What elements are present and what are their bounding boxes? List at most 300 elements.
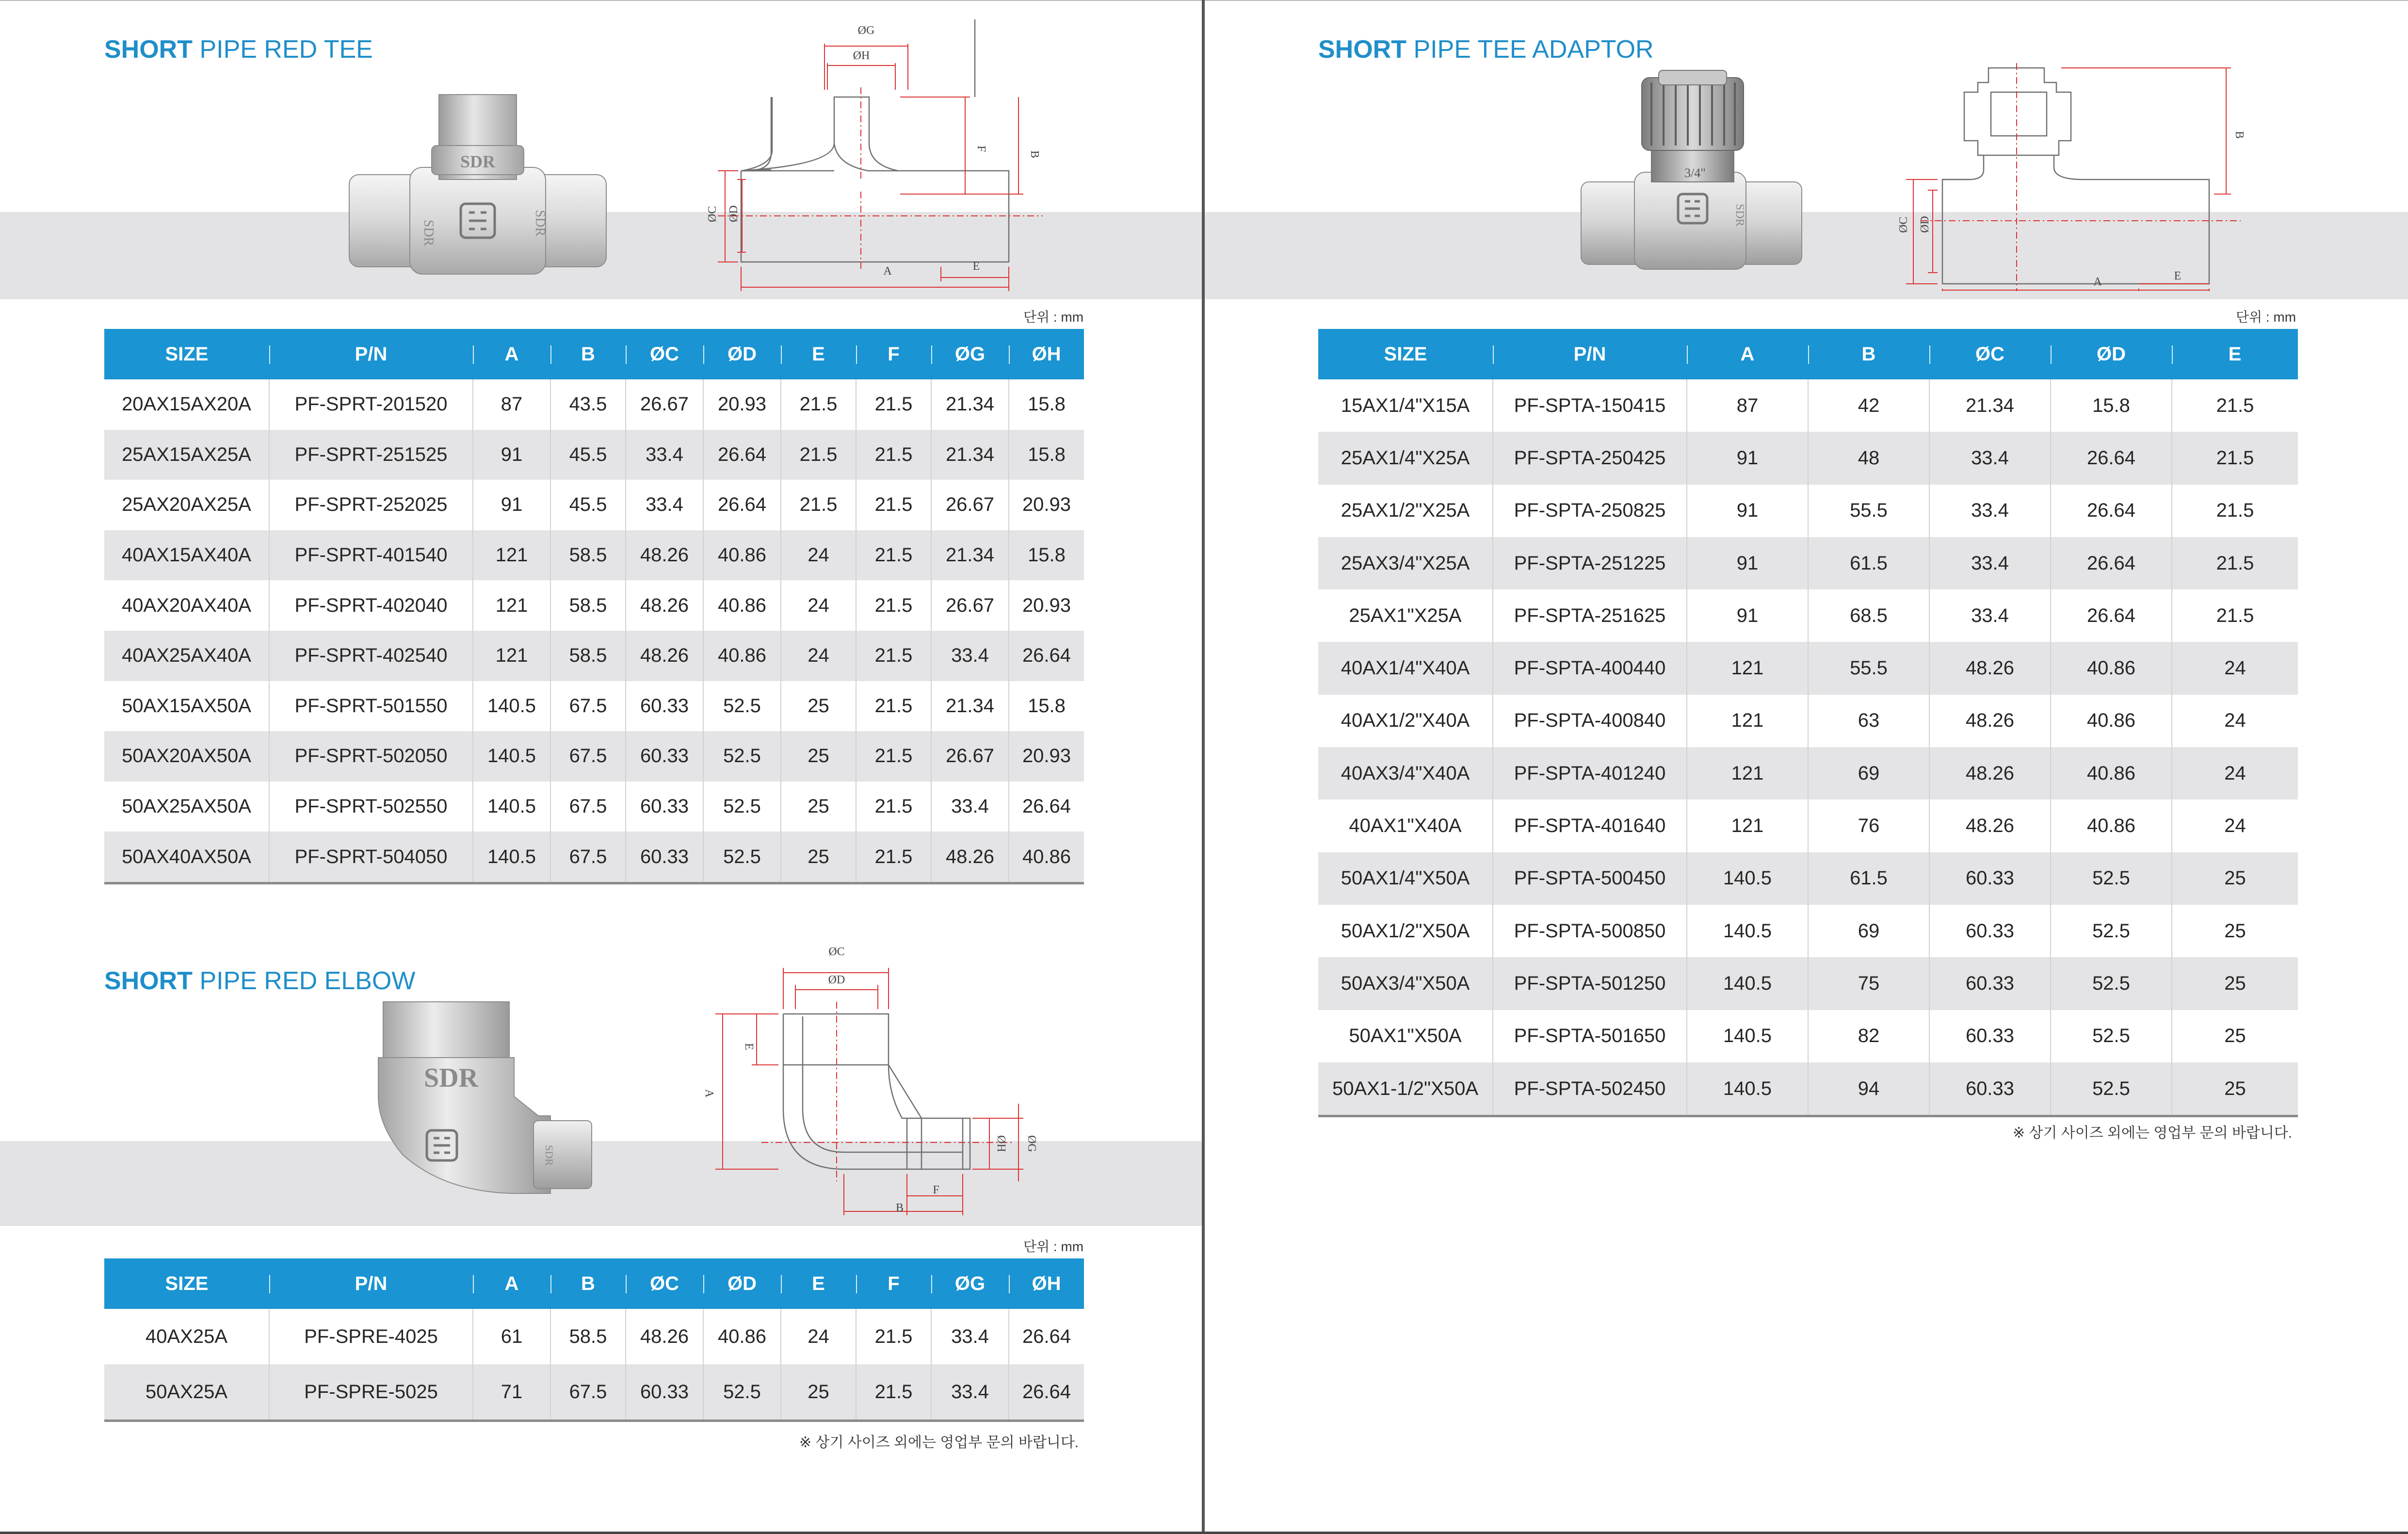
- title-bold: SHORT: [104, 967, 193, 995]
- cell-value: 48.26: [1929, 800, 2051, 852]
- cell-value: 60.33: [1929, 1062, 2051, 1116]
- cell-value: 33.4: [1929, 485, 2051, 537]
- cell-value: 75: [1808, 957, 1929, 1010]
- cell-value: 26.64: [2051, 537, 2172, 589]
- col-b: B: [550, 1258, 626, 1309]
- cell-value: 21.5: [856, 1309, 931, 1364]
- cell-value: 67.5: [550, 832, 626, 883]
- cell-value: 25: [781, 832, 856, 883]
- elbow-dim-label-g: ØG: [1025, 1135, 1038, 1152]
- cell-part-number: PF-SPRT-402540: [269, 631, 473, 681]
- col-size: SIZE: [104, 1258, 269, 1309]
- col-b: B: [1808, 329, 1929, 379]
- cell-value: 61: [473, 1309, 550, 1364]
- tee-adaptor-product-image: [1579, 68, 1807, 272]
- cell-size: 50AX3/4"X50A: [1318, 957, 1493, 1010]
- cell-size: 50AX40AX50A: [104, 832, 269, 883]
- cell-value: 25: [781, 782, 856, 832]
- cell-size: 50AX25AX50A: [122, 796, 251, 817]
- col-g: ØG: [931, 329, 1009, 379]
- cell-value: 15.8: [1009, 430, 1084, 480]
- cell-value: 140.5: [1687, 1062, 1808, 1116]
- cell-value: 15.8: [1009, 379, 1084, 430]
- dim-label-b: B: [1028, 150, 1041, 159]
- table-row: [104, 530, 1084, 581]
- cell-value: 60.33: [626, 1364, 703, 1421]
- mark-right: SDR: [533, 210, 548, 237]
- cell-value: 33.4: [1929, 537, 2051, 589]
- title-rest: PIPE RED TEE: [193, 35, 373, 64]
- table-row: [104, 379, 1084, 430]
- mark-left: SDR: [421, 219, 436, 246]
- elbow-dim-label-e: E: [743, 1043, 755, 1050]
- cell-value: 33.4: [1929, 432, 2051, 484]
- cell-size: 50AX1"X50A: [1349, 1025, 1462, 1047]
- elbow-mark-top: SDR: [423, 1063, 479, 1093]
- cell-value: 82: [1808, 1010, 1929, 1062]
- cell-value: 68.5: [1808, 589, 1929, 642]
- cell-size: 50AX25A: [104, 1364, 269, 1421]
- col-a: A: [473, 329, 550, 379]
- cell-value: 26.64: [703, 430, 781, 480]
- col-f: F: [856, 329, 931, 379]
- cell-size: 25AX1"X25A: [1349, 604, 1462, 626]
- col-d: ØD: [703, 1258, 781, 1309]
- red-tee-product-image: [342, 87, 614, 281]
- cell-value: 58.5: [550, 530, 626, 581]
- cell-value: 26.67: [931, 580, 1009, 631]
- unit-label-red-elbow: 단위 : mm: [1023, 1239, 1084, 1254]
- cell-value: 20.93: [703, 379, 781, 430]
- cell-size: 25AX1/2"X25A: [1341, 500, 1470, 522]
- cell-value: 24: [2172, 695, 2298, 747]
- cell-value: 52.5: [703, 681, 781, 732]
- cell-value: 21.5: [2172, 432, 2298, 484]
- cell-value: 61.5: [1808, 537, 1929, 589]
- cell-part-number: PF-SPRT-251525: [269, 430, 473, 480]
- cell-value: 69: [1808, 747, 1929, 800]
- cell-value: 25: [2172, 1010, 2298, 1062]
- cell-value: 87: [1687, 379, 1808, 432]
- cell-value: 21.5: [856, 782, 931, 832]
- elbow-dim-label-h: ØH: [995, 1135, 1007, 1152]
- table-row: [104, 430, 1084, 480]
- dim-label-a: A: [883, 265, 892, 277]
- cell-part-number: PF-SPTA-401240: [1493, 747, 1687, 800]
- cell-value: 33.4: [931, 1309, 1009, 1364]
- title-bold: SHORT: [104, 35, 193, 64]
- cell-value: 40.86: [703, 1309, 781, 1364]
- cell-size: 40AX20AX40A: [122, 594, 251, 616]
- col-b: B: [550, 329, 626, 379]
- cell-value: 48.26: [1929, 695, 2051, 747]
- cell-value: 48.26: [626, 580, 703, 631]
- cell-value: 21.5: [856, 379, 931, 430]
- cell-size: 40AX3/4"X40A: [1318, 747, 1493, 800]
- cell-value: 48.26: [626, 1309, 703, 1364]
- cell-value: 91: [1687, 537, 1808, 589]
- cell-size: 25AX15AX25A: [104, 430, 269, 480]
- cell-part-number: PF-SPTA-500850: [1493, 905, 1687, 957]
- cell-part-number: PF-SPRT-402040: [269, 580, 473, 631]
- cell-value: 42: [1808, 379, 1929, 432]
- red-tee-spec-table: [104, 329, 1084, 884]
- dim-label-c: ØC: [706, 206, 719, 222]
- col-a: A: [473, 1258, 550, 1309]
- cell-value: 60.33: [1929, 905, 2051, 957]
- cell-part-number: PF-SPTA-501650: [1493, 1010, 1687, 1062]
- section-title-tee-adaptor: [1318, 35, 1654, 64]
- cell-value: 21.5: [856, 832, 931, 883]
- elbow-dim-label-b: B: [895, 1202, 904, 1214]
- cell-part-number: PF-SPTA-250825: [1493, 485, 1687, 537]
- table-row: [1318, 379, 2298, 432]
- cell-size: 20AX15AX20A: [122, 393, 251, 415]
- cell-value: 26.64: [1009, 782, 1084, 832]
- cell-value: 15.8: [2051, 379, 2172, 432]
- cell-value: 140.5: [473, 681, 550, 732]
- table-row: [104, 832, 1084, 883]
- cell-value: 121: [1687, 642, 1808, 694]
- cell-value: 67.5: [550, 1364, 626, 1421]
- cell-part-number: PF-SPTA-502450: [1493, 1062, 1687, 1116]
- col-pn: P/N: [1493, 329, 1687, 379]
- cell-value: 67.5: [550, 681, 626, 732]
- cell-value: 33.4: [931, 782, 1009, 832]
- table-row: [1318, 747, 2298, 800]
- cell-value: 40.86: [703, 580, 781, 631]
- cell-value: 21.5: [2172, 537, 2298, 589]
- cell-value: 21.34: [1929, 379, 2051, 432]
- cell-part-number: PF-SPRT-504050: [269, 832, 473, 883]
- cell-value: 24: [781, 631, 856, 681]
- cell-size: 40AX15AX40A: [104, 530, 269, 581]
- cell-value: 140.5: [1687, 905, 1808, 957]
- table-row: [104, 782, 1084, 832]
- cell-value: 25: [2172, 957, 2298, 1010]
- cell-value: 94: [1808, 1062, 1929, 1116]
- elbow-mark-side: SDR: [543, 1145, 555, 1166]
- cell-value: 140.5: [473, 832, 550, 883]
- cell-value: 67.5: [550, 731, 626, 782]
- section-title-red-tee: [104, 35, 373, 64]
- red-elbow-dimension-drawing: [698, 944, 1048, 1220]
- cell-value: 61.5: [1808, 852, 1929, 905]
- cell-part-number: PF-SPTA-251225: [1493, 537, 1687, 589]
- unit-label-tee-adaptor: 단위 : mm: [2236, 310, 2296, 325]
- cell-value: 33.4: [1929, 589, 2051, 642]
- cell-value: 21.5: [781, 480, 856, 530]
- cell-part-number: PF-SPTA-401640: [1493, 800, 1687, 852]
- cell-part-number: PF-SPTA-251625: [1493, 589, 1687, 642]
- col-c: ØC: [1929, 329, 2051, 379]
- cell-value: 52.5: [703, 832, 781, 883]
- cell-part-number: PF-SPTA-400840: [1493, 695, 1687, 747]
- cell-part-number: PF-SPTA-250425: [1493, 432, 1687, 484]
- cell-value: 40.86: [2051, 695, 2172, 747]
- cell-value: 55.5: [1808, 642, 1929, 694]
- adaptor-mark-thread: 3/4": [1684, 166, 1706, 180]
- inquiry-note-adaptor: ※ 상기 사이즈 외에는 영업부 문의 바랍니다.: [2013, 1125, 2293, 1141]
- cell-value: 26.64: [1009, 631, 1084, 681]
- cell-size: 40AX1/2"X40A: [1341, 710, 1470, 732]
- cell-value: 26.64: [2051, 589, 2172, 642]
- elbow-dim-label-a: A: [703, 1089, 715, 1098]
- col-e: E: [781, 1258, 856, 1309]
- col-pn: P/N: [269, 1258, 473, 1309]
- cell-value: 60.33: [626, 731, 703, 782]
- col-e: E: [781, 329, 856, 379]
- cell-size: 25AX3/4"X25A: [1318, 537, 1493, 589]
- col-size: SIZE: [104, 329, 269, 379]
- cell-value: 40.86: [703, 530, 781, 581]
- cell-value: 52.5: [703, 782, 781, 832]
- cell-value: 91: [473, 430, 550, 480]
- cell-value: 21.5: [856, 430, 931, 480]
- section-title-red-elbow: [104, 966, 415, 995]
- dim-label-h: ØH: [853, 49, 870, 62]
- cell-part-number: PF-SPTA-500450: [1493, 852, 1687, 905]
- table-row: [1318, 852, 2298, 905]
- cell-value: 40.86: [703, 631, 781, 681]
- cell-value: 20.93: [1009, 480, 1084, 530]
- cell-value: 24: [2172, 642, 2298, 694]
- cell-value: 33.4: [626, 430, 703, 480]
- cell-value: 48: [1808, 432, 1929, 484]
- adaptor-mark-side: SDR: [1733, 204, 1746, 227]
- cell-value: 60.33: [1929, 1010, 2051, 1062]
- cell-value: 60.33: [626, 782, 703, 832]
- unit-label-red-tee: 단위 : mm: [1023, 310, 1084, 325]
- col-a: A: [1687, 329, 1808, 379]
- cell-value: 140.5: [473, 782, 550, 832]
- cell-value: 91: [1687, 432, 1808, 484]
- cell-value: 52.5: [2051, 852, 2172, 905]
- table-row: [104, 480, 1084, 530]
- cell-value: 15.8: [1009, 530, 1084, 581]
- cell-value: 33.4: [931, 1364, 1009, 1421]
- col-d: ØD: [703, 329, 781, 379]
- cell-value: 71: [473, 1364, 550, 1421]
- cell-value: 26.67: [931, 731, 1009, 782]
- red-elbow-product-image: [373, 999, 601, 1203]
- table-row: [1318, 537, 2298, 589]
- cell-size: 40AX1/4"X40A: [1318, 642, 1493, 694]
- page-bottom-border: [0, 1532, 2408, 1534]
- cell-value: 21.34: [931, 379, 1009, 430]
- cell-part-number: PF-SPRT-252025: [269, 480, 473, 530]
- cell-value: 33.4: [626, 480, 703, 530]
- cell-value: 67.5: [550, 782, 626, 832]
- cell-value: 21.5: [781, 379, 856, 430]
- cell-value: 121: [1687, 800, 1808, 852]
- table-row: [1318, 642, 2298, 694]
- cell-value: 40.86: [2051, 747, 2172, 800]
- cell-value: 45.5: [550, 480, 626, 530]
- cell-value: 52.5: [703, 1364, 781, 1421]
- cell-value: 52.5: [2051, 1062, 2172, 1116]
- cell-value: 91: [1687, 485, 1808, 537]
- adaptor-dim-label-e: E: [2174, 270, 2182, 282]
- table-row: [104, 1364, 1084, 1421]
- cell-size: 25AX20AX25A: [122, 494, 251, 516]
- table-row: [1318, 905, 2298, 957]
- col-h: ØH: [1009, 1258, 1084, 1309]
- cell-size: 50AX1/2"X50A: [1341, 920, 1470, 942]
- cell-value: 25: [2172, 852, 2298, 905]
- cell-value: 21.5: [856, 530, 931, 581]
- table-row: [1318, 1062, 2298, 1116]
- cell-value: 21.5: [2172, 589, 2298, 642]
- cell-value: 60.33: [1929, 852, 2051, 905]
- table-header: [1318, 329, 2298, 379]
- cell-value: 21.5: [856, 580, 931, 631]
- title-bold: SHORT: [1318, 35, 1406, 64]
- cell-value: 121: [473, 631, 550, 681]
- cell-value: 140.5: [1687, 852, 1808, 905]
- cell-value: 58.5: [550, 631, 626, 681]
- cell-value: 21.5: [781, 430, 856, 480]
- cell-size: 40AX1"X40A: [1349, 815, 1462, 837]
- cell-value: 48.26: [626, 631, 703, 681]
- col-size: SIZE: [1318, 329, 1493, 379]
- table-row: [104, 681, 1084, 732]
- cell-value: 21.5: [856, 480, 931, 530]
- elbow-dim-label-f: F: [933, 1184, 939, 1196]
- cell-value: 26.64: [2051, 432, 2172, 484]
- cell-value: 52.5: [2051, 957, 2172, 1010]
- adaptor-dim-label-a: A: [2093, 276, 2102, 288]
- table-row: [104, 580, 1084, 631]
- red-tee-dimension-drawing: [689, 19, 1072, 296]
- cell-value: 48.26: [931, 832, 1009, 883]
- cell-value: 21.5: [856, 1364, 931, 1421]
- table-header: [104, 1258, 1084, 1309]
- cell-value: 20.93: [1009, 580, 1084, 631]
- cell-value: 60.33: [1929, 957, 2051, 1010]
- cell-value: 40.86: [2051, 642, 2172, 694]
- cell-part-number: PF-SPTA-150415: [1493, 379, 1687, 432]
- cell-value: 21.5: [2172, 485, 2298, 537]
- cell-value: 63: [1808, 695, 1929, 747]
- table-row: [1318, 485, 2298, 537]
- cell-size: 50AX15AX50A: [122, 695, 251, 717]
- cell-value: 121: [473, 580, 550, 631]
- adaptor-dim-label-c: ØC: [1897, 216, 1910, 233]
- table-row: [1318, 957, 2298, 1010]
- title-rest: PIPE TEE ADAPTOR: [1406, 35, 1654, 64]
- cell-value: 76: [1808, 800, 1929, 852]
- col-pn: P/N: [269, 329, 473, 379]
- tee-adaptor-dimension-drawing: [1891, 63, 2275, 296]
- cell-size: 50AX1-1/2"X50A: [1318, 1062, 1493, 1116]
- elbow-dim-label-c: ØC: [828, 946, 845, 958]
- cell-part-number: PF-SPRT-201520: [269, 379, 473, 430]
- cell-size: 25AX1/4"X25A: [1318, 432, 1493, 484]
- dim-label-e: E: [972, 260, 980, 273]
- cell-value: 48.26: [1929, 642, 2051, 694]
- table-row: [104, 731, 1084, 782]
- col-c: ØC: [626, 329, 703, 379]
- cell-value: 45.5: [550, 430, 626, 480]
- cell-value: 87: [473, 379, 550, 430]
- cell-value: 15.8: [1009, 681, 1084, 732]
- cell-value: 121: [1687, 747, 1808, 800]
- cell-part-number: PF-SPTA-400440: [1493, 642, 1687, 694]
- cell-value: 26.67: [626, 379, 703, 430]
- cell-value: 140.5: [473, 731, 550, 782]
- cell-value: 58.5: [550, 580, 626, 631]
- cell-value: 91: [473, 480, 550, 530]
- cell-value: 140.5: [1687, 1010, 1808, 1062]
- title-rest: PIPE RED ELBOW: [193, 967, 416, 995]
- cell-value: 52.5: [2051, 905, 2172, 957]
- cell-size: 40AX25AX40A: [104, 631, 269, 681]
- inquiry-note-elbow: ※ 상기 사이즈 외에는 영업부 문의 바랍니다.: [799, 1435, 1079, 1451]
- table-row: [1318, 432, 2298, 484]
- cell-value: 60.33: [626, 681, 703, 732]
- cell-value: 69: [1808, 905, 1929, 957]
- cell-value: 25: [781, 1364, 856, 1421]
- col-d: ØD: [2051, 329, 2172, 379]
- cell-value: 25: [781, 681, 856, 732]
- cell-value: 24: [2172, 747, 2298, 800]
- cell-size: 50AX20AX50A: [104, 731, 269, 782]
- cell-part-number: PF-SPRE-4025: [269, 1309, 473, 1364]
- cell-value: 40.86: [2051, 800, 2172, 852]
- cell-value: 121: [473, 530, 550, 581]
- cell-value: 25: [2172, 1062, 2298, 1116]
- cell-value: 25: [781, 731, 856, 782]
- adaptor-dim-label-b: B: [2233, 131, 2246, 139]
- cell-value: 24: [2172, 800, 2298, 852]
- dim-label-f: F: [975, 146, 987, 152]
- mark-top: SDR: [460, 152, 496, 171]
- cell-value: 24: [781, 530, 856, 581]
- cell-value: 40.86: [1009, 832, 1084, 883]
- cell-value: 55.5: [1808, 485, 1929, 537]
- cell-value: 48.26: [626, 530, 703, 581]
- cell-value: 21.5: [2172, 379, 2298, 432]
- cell-value: 91: [1687, 589, 1808, 642]
- col-e: E: [2172, 329, 2298, 379]
- cell-value: 48.26: [1929, 747, 2051, 800]
- cell-part-number: PF-SPRT-502550: [269, 782, 473, 832]
- cell-value: 24: [781, 1309, 856, 1364]
- cell-value: 26.64: [2051, 485, 2172, 537]
- cell-value: 20.93: [1009, 731, 1084, 782]
- col-g: ØG: [931, 1258, 1009, 1309]
- table-row: [104, 631, 1084, 681]
- cell-value: 58.5: [550, 1309, 626, 1364]
- cell-value: 33.4: [931, 631, 1009, 681]
- cell-value: 60.33: [626, 832, 703, 883]
- cell-value: 21.34: [931, 530, 1009, 581]
- col-f: F: [856, 1258, 931, 1309]
- tee-adaptor-spec-table: [1318, 329, 2298, 1117]
- cell-size: 40AX25A: [145, 1325, 228, 1347]
- adaptor-dim-label-d: ØD: [1919, 216, 1931, 233]
- table-row: [1318, 695, 2298, 747]
- red-elbow-spec-table: [104, 1258, 1084, 1422]
- cell-value: 52.5: [2051, 1010, 2172, 1062]
- cell-value: 52.5: [703, 731, 781, 782]
- cell-value: 21.34: [931, 681, 1009, 732]
- cell-value: 26.64: [1009, 1364, 1084, 1421]
- table-header: [104, 329, 1084, 379]
- cell-value: 21.5: [856, 731, 931, 782]
- col-c: ØC: [626, 1258, 703, 1309]
